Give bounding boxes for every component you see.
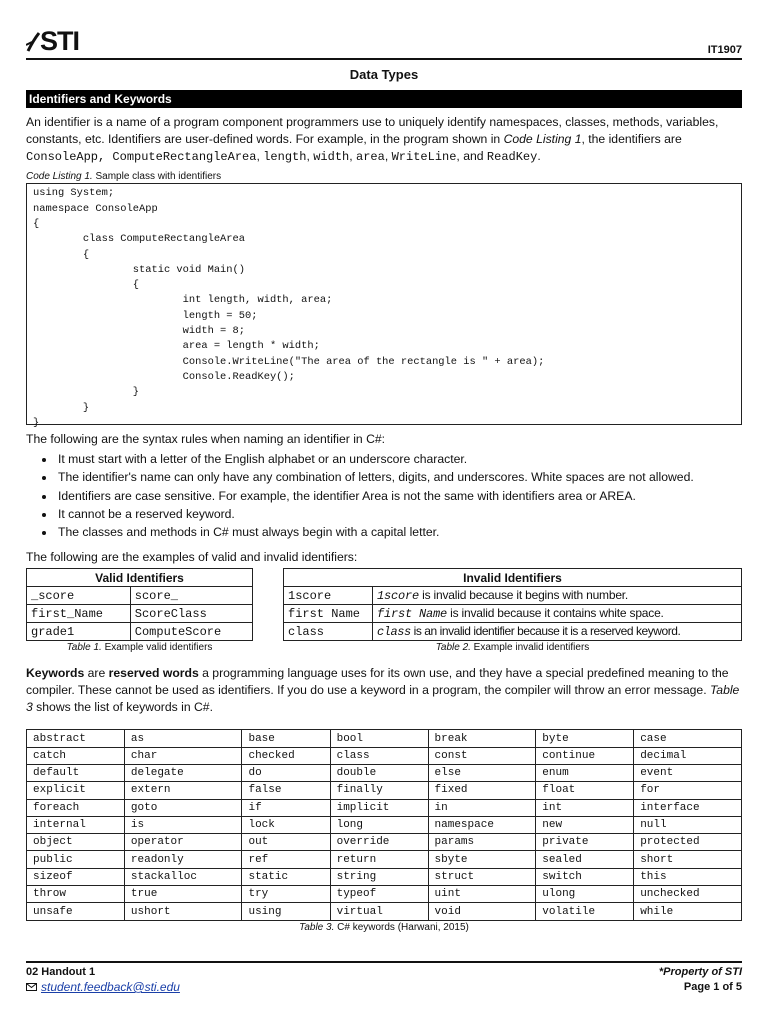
caption-label: Table 2. [435, 642, 471, 653]
keyword-cell: is [124, 816, 242, 833]
keyword-cell: break [428, 730, 536, 747]
table-row [27, 605, 253, 623]
table-header: Valid Identifiers [27, 569, 253, 587]
keyword-cell: abstract [27, 730, 125, 747]
list-item: • It cannot be a reserved keyword. [56, 505, 742, 523]
syntax-rules-list [26, 450, 742, 541]
keyword-cell: finally [330, 782, 428, 799]
table-row [27, 623, 253, 641]
keyword-cell: float [536, 782, 634, 799]
keyword-cell: static [242, 868, 330, 885]
keyword-cell: out [242, 834, 330, 851]
intro-text: , [349, 148, 357, 163]
keyword-cell: uint [428, 886, 536, 903]
keyword-cell: protected [634, 834, 742, 851]
table-row [284, 587, 742, 605]
handout-page [26, 0, 742, 933]
keyword-cell: internal [27, 816, 125, 833]
table-row [27, 782, 742, 799]
reserved-words-term: reserved words [108, 666, 199, 680]
keyword-cell: private [536, 834, 634, 851]
keyword-cell: virtual [330, 903, 428, 920]
table-row [27, 764, 742, 781]
keyword-cell: public [27, 851, 125, 868]
identifier-width: width [313, 149, 350, 164]
keyword-cell: delegate [124, 764, 242, 781]
identifier-example: 1score [377, 589, 420, 603]
keyword-cell: enum [536, 764, 634, 781]
keyword-cell: lock [242, 816, 330, 833]
keyword-cell: params [428, 834, 536, 851]
table-row [27, 886, 742, 903]
identifier-example: class [377, 625, 411, 639]
keyword-cell: goto [124, 799, 242, 816]
keyword-cell: unsafe [27, 903, 125, 920]
table-row [27, 799, 742, 816]
table-cell: ComputeScore [130, 623, 252, 641]
keyword-cell: switch [536, 868, 634, 885]
envelope-icon [26, 983, 37, 991]
table-row [27, 834, 742, 851]
table-row [27, 851, 742, 868]
table-header: Invalid Identifiers [284, 569, 742, 587]
caption-label: Table 3. [299, 921, 335, 933]
intro-text: , [256, 148, 264, 163]
reason-text: is an invalid identifier because it is a reserved keyword. [410, 624, 681, 638]
handout-label: 02 Handout 1 [26, 966, 96, 978]
page-header [26, 0, 742, 62]
keyword-cell: string [330, 868, 428, 885]
list-item: • The identifier's name can only have any combination of letters, digits, and underscores. White spaces are not allowed. [56, 468, 742, 486]
examples-intro: The following are the examples of valid and invalid identifiers: [26, 550, 358, 565]
keyword-cell: using [242, 903, 330, 920]
rules-intro: The following are the syntax rules when naming an identifier in C#: [26, 432, 386, 447]
keyword-cell: default [27, 764, 125, 781]
keyword-cell: for [634, 782, 742, 799]
identifier-area: area [356, 149, 385, 164]
keyword-cell: ref [242, 851, 330, 868]
keyword-cell: sbyte [428, 851, 536, 868]
table-row [27, 868, 742, 885]
keyword-cell: short [634, 851, 742, 868]
keyword-cell: sizeof [27, 868, 125, 885]
table-row [27, 903, 742, 920]
keyword-cell: throw [27, 886, 125, 903]
code-block: using System; namespace ConsoleApp { class ComputeRectangleArea { static void Main() { int length, width, area; length = 50; width = 8; area = length * width; Console.WriteLine("The area of the rectangle is " + area); Console.ReadKey(); } } } [33, 187, 545, 429]
keyword-cell: as [124, 730, 242, 747]
table-cell: class [284, 623, 373, 641]
keyword-cell: sealed [536, 851, 634, 868]
sti-logo [26, 28, 79, 55]
table-cell [373, 605, 742, 623]
intro-text: , and [456, 148, 487, 163]
table-cell: score_ [130, 587, 252, 605]
table-row [284, 605, 742, 623]
keyword-cell: bool [330, 730, 428, 747]
email-link[interactable]: student.feedback@sti.edu [41, 980, 180, 994]
keyword-cell: null [634, 816, 742, 833]
property-text: *Property of STI [658, 966, 742, 978]
logo-swoosh-icon [26, 31, 40, 53]
keyword-cell: int [536, 799, 634, 816]
identifier-example: first Name [377, 607, 448, 621]
caption-text: C# keywords (Harwani, 2015) [334, 921, 469, 933]
keyword-cell: new [536, 816, 634, 833]
keyword-cell: in [428, 799, 536, 816]
keyword-cell: else [428, 764, 536, 781]
table-caption [26, 922, 742, 933]
keyword-cell: true [124, 886, 242, 903]
keyword-cell: typeof [330, 886, 428, 903]
keyword-cell: base [242, 730, 330, 747]
keyword-cell: try [242, 886, 330, 903]
table-cell: ScoreClass [130, 605, 252, 623]
para-text: a programming language uses for its own use, and they have a special predefined meaning to the compiler. These cannot be used as identifiers. If you do use a keyword in a program, the compiler will throw an error message. [26, 666, 729, 697]
keyword-cell: case [634, 730, 742, 747]
identifier-tables [26, 568, 742, 653]
caption-label: Table 1. [66, 642, 102, 653]
keyword-cell: return [330, 851, 428, 868]
keyword-cell: object [27, 834, 125, 851]
identifier-writeline: WriteLine [391, 149, 457, 164]
keyword-cell: do [242, 764, 330, 781]
keyword-cell: namespace [428, 816, 536, 833]
keyword-cell: while [634, 903, 742, 920]
page-title: Data Types [349, 67, 419, 82]
identifier-readkey: ReadKey [486, 149, 538, 164]
header-divider [26, 58, 742, 60]
reason-text: is invalid because it begins with number. [419, 588, 629, 602]
keyword-cell: ushort [124, 903, 242, 920]
keyword-cell: double [330, 764, 428, 781]
table-row [27, 730, 742, 747]
intro-text: , [306, 148, 314, 163]
keyword-cell: false [242, 782, 330, 799]
footer-divider [26, 961, 742, 963]
table-cell: first_Name [27, 605, 131, 623]
table-row [27, 587, 253, 605]
keyword-cell: interface [634, 799, 742, 816]
logo-text: STI [40, 26, 80, 56]
keyword-cell: stackalloc [124, 868, 242, 885]
keyword-cell: implicit [330, 799, 428, 816]
list-item: • The classes and methods in C# must always begin with a capital letter. [56, 523, 742, 541]
intro-text: . [537, 148, 541, 163]
code-listing [26, 183, 742, 429]
keywords-paragraph [26, 665, 742, 715]
table-cell: grade1 [27, 623, 131, 641]
table-caption [283, 642, 742, 653]
caption-label: Code Listing 1. [26, 171, 93, 183]
keyword-cell: char [124, 747, 242, 764]
valid-identifiers-table [26, 568, 253, 641]
intro-text: An identifier is a name of a program component programmers use to uniquely identify namespaces, classes, methods, variables, constants, etc. Identifiers are user-defined words. For example, in the program shown in [26, 115, 719, 146]
caption-text: Example valid identifiers [101, 642, 213, 653]
table-cell: _score [27, 587, 131, 605]
table-row [27, 816, 742, 833]
keyword-cell: fixed [428, 782, 536, 799]
code-listing-ref: Code Listing 1 [503, 131, 582, 146]
keyword-cell: explicit [27, 782, 125, 799]
keywords-term: Keywords [26, 666, 85, 680]
section-heading: Identifiers and Keywords [26, 90, 742, 108]
table-cell: 1score [284, 587, 373, 605]
page-number: Page 1 of 5 [683, 981, 742, 993]
keyword-cell: long [330, 816, 428, 833]
keyword-cell: if [242, 799, 330, 816]
keyword-cell: operator [124, 834, 242, 851]
table-row [27, 747, 742, 764]
keywords-table [26, 729, 742, 920]
keyword-cell: struct [428, 868, 536, 885]
keyword-cell: volatile [536, 903, 634, 920]
keyword-cell: class [330, 747, 428, 764]
caption-text: Example invalid identifiers [470, 642, 590, 653]
keyword-cell: this [634, 868, 742, 885]
keyword-cell: byte [536, 730, 634, 747]
invalid-table-wrap [283, 568, 742, 653]
keyword-cell: void [428, 903, 536, 920]
keyword-cell: foreach [27, 799, 125, 816]
table-row [284, 623, 742, 641]
caption-text: Sample class with identifiers [92, 171, 222, 183]
table-cell [373, 587, 742, 605]
keyword-cell: event [634, 764, 742, 781]
para-text: are [84, 666, 109, 680]
intro-paragraph [26, 114, 742, 165]
code-listing-caption [26, 171, 742, 182]
reason-text: is invalid because it contains white space. [447, 606, 664, 620]
identifier-length: length [263, 149, 307, 164]
keyword-cell: continue [536, 747, 634, 764]
table-ref: Table 3 [26, 682, 740, 714]
list-item: • It must start with a letter of the English alphabet or an underscore character. [56, 450, 742, 468]
list-item: • Identifiers are case sensitive. For example, the identifier Area is not the same with identifiers area or AREA. [56, 487, 742, 505]
table-cell: first Name [284, 605, 373, 623]
para-text: shows the list of keywords in C#. [32, 699, 213, 714]
identifier-names: ConsoleApp, ComputeRectangleArea [26, 149, 257, 164]
keyword-cell: catch [27, 747, 125, 764]
keyword-cell: unchecked [634, 886, 742, 903]
valid-table-wrap [26, 568, 253, 653]
table-caption [26, 642, 253, 653]
invalid-identifiers-table [283, 568, 742, 641]
keyword-cell: ulong [536, 886, 634, 903]
keyword-cell: const [428, 747, 536, 764]
course-code: IT1907 [707, 44, 742, 56]
keyword-cell: decimal [634, 747, 742, 764]
feedback-email [26, 980, 180, 994]
intro-text: , [384, 148, 392, 163]
keyword-cell: extern [124, 782, 242, 799]
property-notice [659, 966, 742, 978]
keyword-cell: override [330, 834, 428, 851]
keyword-cell: checked [242, 747, 330, 764]
intro-text: , the identifiers are [581, 131, 682, 146]
table-cell [373, 623, 742, 641]
keyword-cell: readonly [124, 851, 242, 868]
